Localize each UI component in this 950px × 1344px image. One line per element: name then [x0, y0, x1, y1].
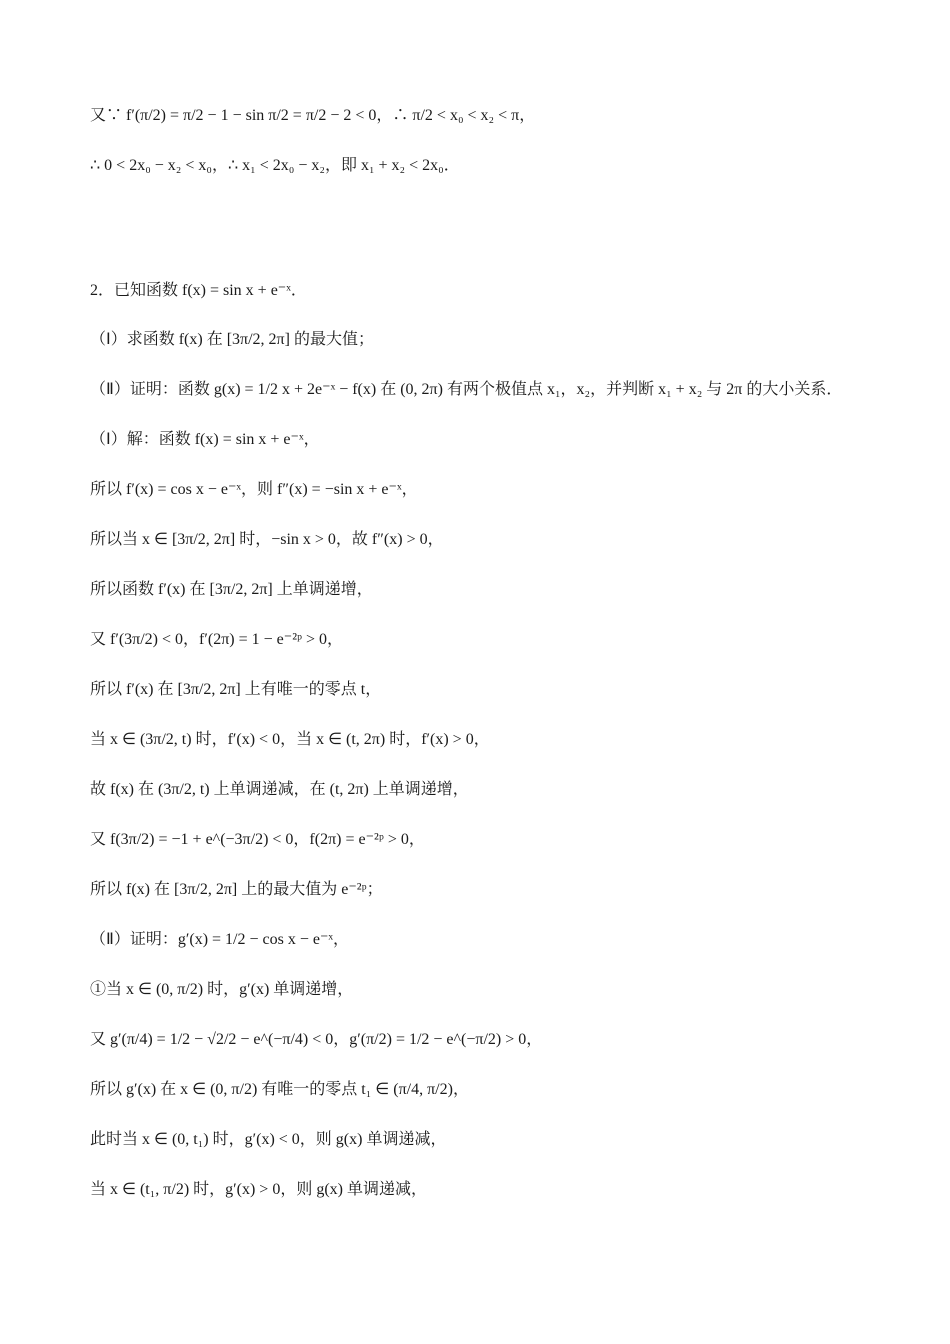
problem-part-2: （Ⅱ）证明：函数 g(x) = 1/2 x + 2e⁻ˣ − f(x) 在 (0, 2π) 有两个极值点 x₁，x₂，并判断 x₁ + x₂ 与 2π 的大小关系．: [90, 381, 843, 398]
text-line-2: ∴ 0 < 2x₀ − x₂ < x₀，∴ x₁ < 2x₀ − x₂，即 x₁ + x₂ < 2x₀．: [90, 157, 460, 174]
solution-line: （Ⅱ）证明：g′(x) = 1/2 − cos x − e⁻ˣ，: [90, 931, 350, 948]
solution-line: 故 f(x) 在 (3π/2, t) 上单调递减，在 (t, 2π) 上单调递增，: [90, 781, 469, 798]
problem-statement: 2．已知函数 f(x) = sin x + e⁻ˣ．: [90, 282, 307, 299]
solution-line: 所以 g′(x) 在 x ∈ (0, π/2) 有唯一的零点 t₁ ∈ (π/4, π/2)，: [90, 1081, 469, 1098]
solution-line: 所以函数 f′(x) 在 [3π/2, 2π] 上单调递增，: [90, 581, 373, 598]
solution-line: 当 x ∈ (t₁, π/2) 时，g′(x) > 0，则 g(x) 单调递减，: [90, 1181, 427, 1198]
problem-part-1: （Ⅰ）求函数 f(x) 在 [3π/2, 2π] 的最大值；: [90, 331, 374, 348]
solution-line: 所以 f(x) 在 [3π/2, 2π] 上的最大值为 e⁻²ᵖ；: [90, 881, 383, 898]
solution-line: 所以 f′(x) = cos x − e⁻ˣ，则 f″(x) = −sin x + e⁻ˣ，: [90, 481, 418, 498]
solution-line: ①当 x ∈ (0, π/2) 时，g′(x) 单调递增，: [90, 981, 354, 998]
solution-line: 所以 f′(x) 在 [3π/2, 2π] 上有唯一的零点 t，: [90, 681, 382, 698]
solution-line: （Ⅰ）解：函数 f(x) = sin x + e⁻ˣ，: [90, 431, 320, 448]
solution-line: 所以当 x ∈ [3π/2, 2π] 时，−sin x > 0，故 f″(x) > 0，: [90, 531, 444, 548]
solution-line: 又 g′(π/4) = 1/2 − √2/2 − e^(−π/4) < 0，g′(π/2) = 1/2 − e^(−π/2) > 0，: [90, 1031, 543, 1048]
solution-line: 又 f(3π/2) = −1 + e^(−3π/2) < 0，f(2π) = e⁻²ᵖ > 0，: [90, 831, 425, 848]
text-line-1: 又∵ f′(π/2) = π/2 − 1 − sin π/2 = π/2 − 2 < 0，∴ π/2 < x₀ < x₂ < π，: [90, 107, 536, 124]
solution-line: 此时当 x ∈ (0, t₁) 时，g′(x) < 0，则 g(x) 单调递减，: [90, 1131, 447, 1148]
solution-line: 当 x ∈ (3π/2, t) 时，f′(x) < 0，当 x ∈ (t, 2π) 时，f′(x) > 0，: [90, 731, 490, 748]
solution-line: 又 f′(3π/2) < 0，f′(2π) = 1 − e⁻²ᵖ > 0，: [90, 631, 343, 648]
